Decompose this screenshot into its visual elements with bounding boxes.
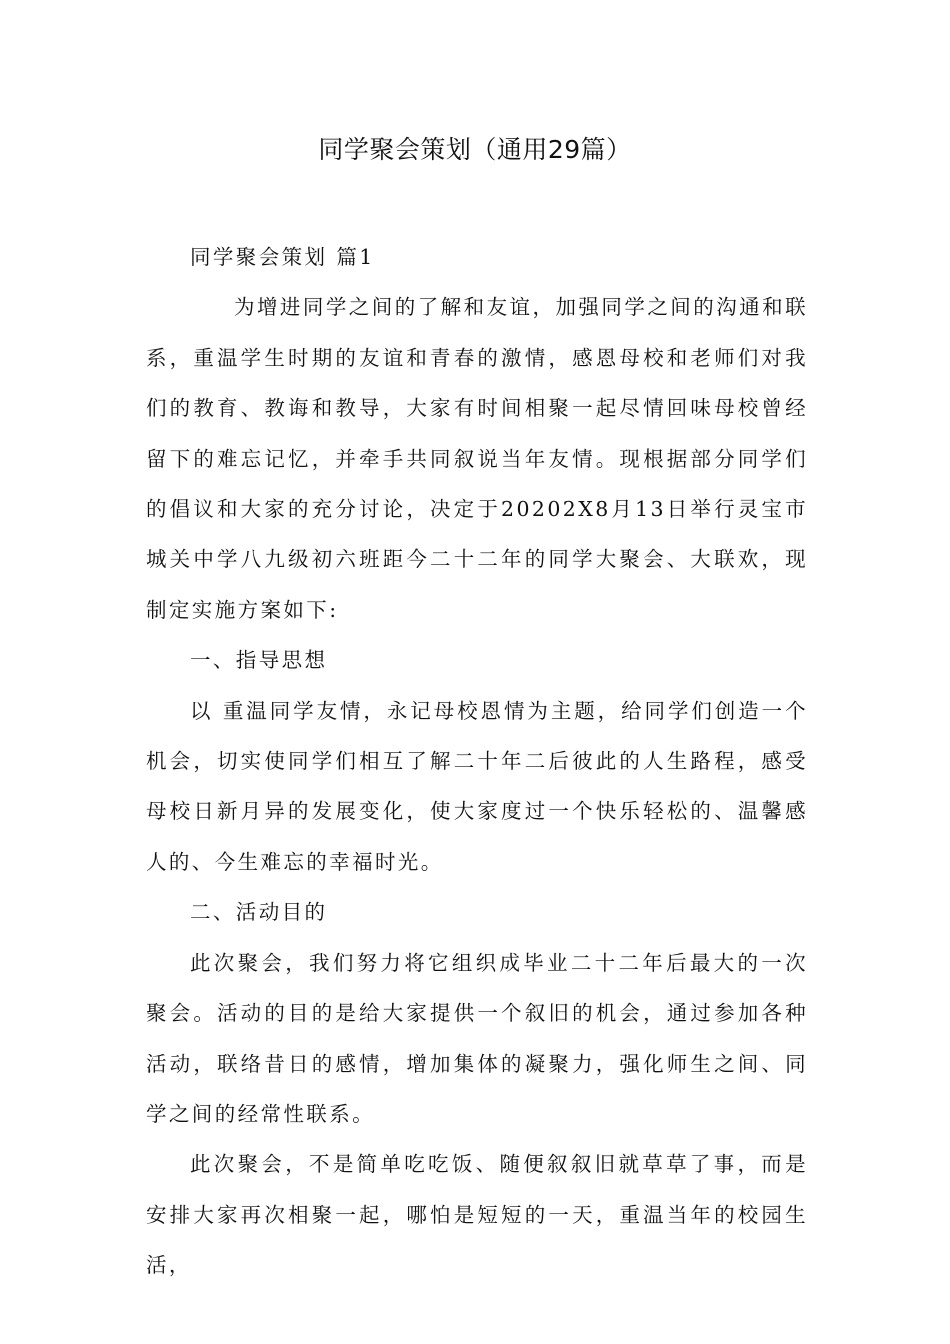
activity-detail-paragraph: 此次聚会，不是简单吃吃饭、随便叙叙旧就草草了事，而是安排大家再次相聚一起，哪怕是短短的一天，重温当年的校园生活，	[146, 1152, 808, 1278]
section-label: 同学聚会策划 篇1	[190, 245, 375, 269]
document-body	[146, 232, 808, 1291]
heading-activity-purpose: 二、活动目的	[190, 900, 328, 925]
activity-purpose-paragraph: 此次聚会，我们努力将它组织成毕业二十二年后最大的一次聚会。活动的目的是给大家提供一个叙旧的机会，通过参加各种活动，联络昔日的感情，增加集体的凝聚力，强化师生之间、同学之间的经常性联系。	[146, 950, 808, 1126]
heading-guiding-ideology: 一、指导思想	[190, 648, 328, 673]
intro-paragraph: 为增进同学之间的了解和友谊，加强同学之间的沟通和联系，重温学生时期的友谊和青春的激情，感恩母校和老师们对我们的教育、教诲和教导，大家有时间相聚一起尽情回味母校曾经留下的难忘记忆，并牵手共同叙说当年友情。现根据部分同学们的倡议和大家的充分讨论，决定于20202X8月13日举行灵宝市城关中学八九级初六班距今二十二年的同学大聚会、大联欢，现制定实施方案如下:	[146, 295, 808, 622]
document-title: 同学聚会策划（通用29篇）	[318, 135, 632, 164]
guiding-ideology-paragraph: 以 重温同学友情，永记母校恩情为主题，给同学们创造一个机会，切实使同学们相互了解二十年二后彼此的人生路程，感受母校日新月异的发展变化，使大家度过一个快乐轻松的、温馨感人的、今生难忘的幸福时光。	[146, 698, 808, 874]
